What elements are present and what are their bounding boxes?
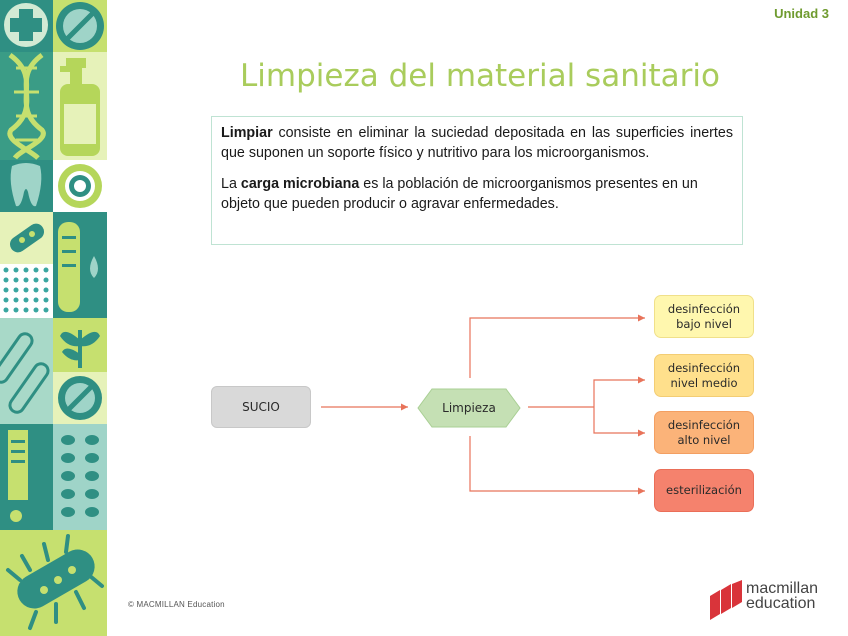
node-line: bajo nivel (676, 316, 732, 331)
node-esterilizacion (654, 469, 754, 512)
node-line: nivel medio (670, 375, 738, 390)
definition-text: consiste en eliminar la suciedad depositada en las superficies inertes que suponen un soporte físico y nutritivo para los microorganismos. (221, 125, 733, 161)
logo-line-2: education (746, 595, 816, 612)
node-desinfeccion-bajo (654, 295, 754, 338)
node-line: desinfección (667, 417, 741, 432)
carga-prefix: La (221, 176, 241, 192)
arrow-to-bajo (470, 318, 645, 378)
node-line: desinfección (667, 301, 741, 316)
carga-text: es la población de microorganismos presentes en un objeto que pueden producir o agravar enfermedades. (221, 176, 698, 212)
arrow-to-esterilizacion (470, 436, 645, 491)
node-limpieza: Limpieza (442, 400, 496, 415)
node-line: alto nivel (677, 432, 731, 447)
copyright-text: © MACMILLAN Education (128, 600, 225, 609)
arrow-to-alto (594, 407, 645, 433)
node-line: esterilización (666, 483, 742, 497)
node-desinfeccion-alto (654, 411, 754, 454)
node-desinfeccion-medio (654, 354, 754, 397)
unit-label: Unidad 3 (774, 6, 829, 21)
node-sucio: SUCIO (211, 386, 311, 428)
logo-line-1: macmillan (746, 580, 819, 597)
term-carga-microbiana: carga microbiana (240, 176, 360, 192)
macmillan-logo (706, 578, 830, 624)
arrow-to-medio (594, 380, 645, 407)
macmillan-logo-mark (708, 580, 744, 620)
logo-wordmark (746, 581, 818, 611)
node-line: desinfección (667, 360, 741, 375)
slide-title: Limpieza del material sanitario (240, 58, 720, 94)
term-limpiar: Limpiar (221, 125, 273, 141)
